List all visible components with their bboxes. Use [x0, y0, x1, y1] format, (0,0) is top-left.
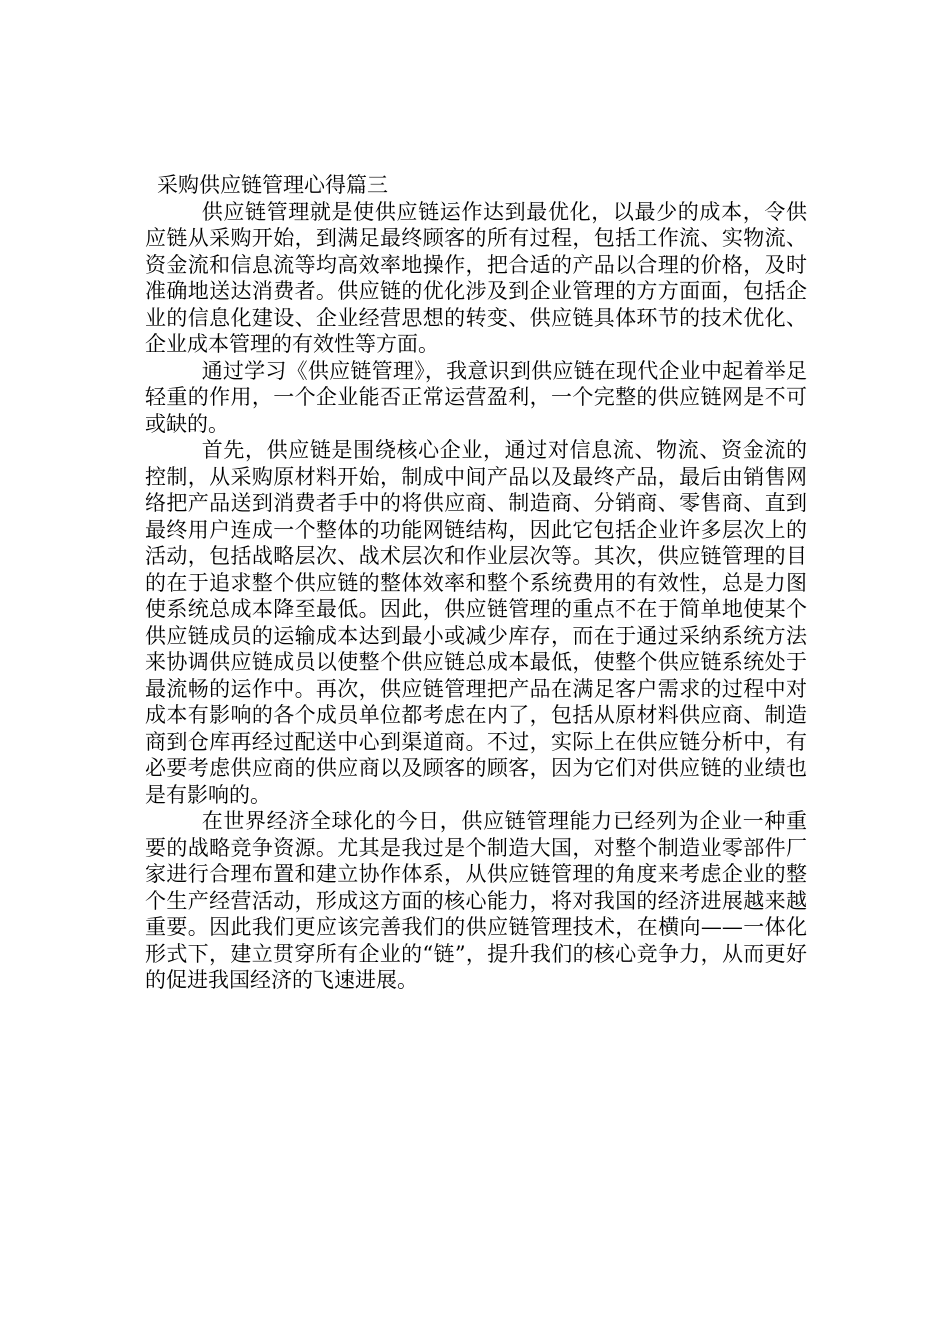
paragraph-definition: 供应链管理就是使供应链运作达到最优化，以最少的成本，令供应链从采购开始，到满足最终顾客的所有过程，包括工作流、实物流、资金流和信息流等均高效率地操作，把合适的产品以合理的价格，及时准确地送达消费者。供应链的优化涉及到企业管理的方方面面，包括企业的信息化建设、企业经营思想的转变、供应链具体环节的技术优化、企业成本管理的有效性等方面。 — [145, 199, 807, 356]
document-title: 采购供应链管理心得篇三 — [157, 173, 388, 197]
document-body — [145, 172, 807, 994]
paragraph-learning: 通过学习《供应链管理》，我意识到供应链在现代企业中起着举足轻重的作用，一个企业能否正常运营盈利，一个完整的供应链网是不可或缺的。 — [145, 358, 807, 436]
paragraph-analysis: 首先，供应链是围绕核心企业，通过对信息流、物流、资金流的控制，从采购原材料开始，制成中间产品以及最终产品，最后由销售网络把产品送到消费者手中的将供应商、制造商、分销商、零售商、直到最终用户连成一个整体的功能网链结构，因此它包括企业许多层次上的活动，包括战略层次、战术层次和作业层次等。其次，供应链管理的目的在于追求整个供应链的整体效率和整个系统费用的有效性，总是力图使系统总成本降至最低。因此，供应链管理的重点不在于简单地使某个供应链成员的运输成本达到最小或减少库存，而在于通过采纳系统方法来协调供应链成员以使整个供应链总成本最低，使整个供应链系统处于最流畅的运作中。再次，供应链管理把产品在满足客户需求的过程中对成本有影响的各个成员单位都考虑在内了，包括从原材料供应商、制造商到仓库再经过配送中心到渠道商。不过，实际上在供应链分析中，有必要考虑供应商的供应商以及顾客的顾客，因为它们对供应链的业绩也是有影响的。 — [145, 438, 807, 807]
paragraph-conclusion: 在世界经济全球化的今日，供应链管理能力已经列为企业一种重要的战略竞争资源。尤其是我过是个制造大国，对整个制造业零部件厂家进行合理布置和建立协作体系，从供应链管理的角度来考虑企业的整个生产经营活动，形成这方面的核心能力，将对我国的经济进展越来越重要。因此我们更应该完善我们的供应链管理技术，在横向——一体化形式下，建立贯穿所有企业的“链”，提升我们的核心竞争力，从而更好的促进我国经济的飞速进展。 — [145, 809, 807, 992]
